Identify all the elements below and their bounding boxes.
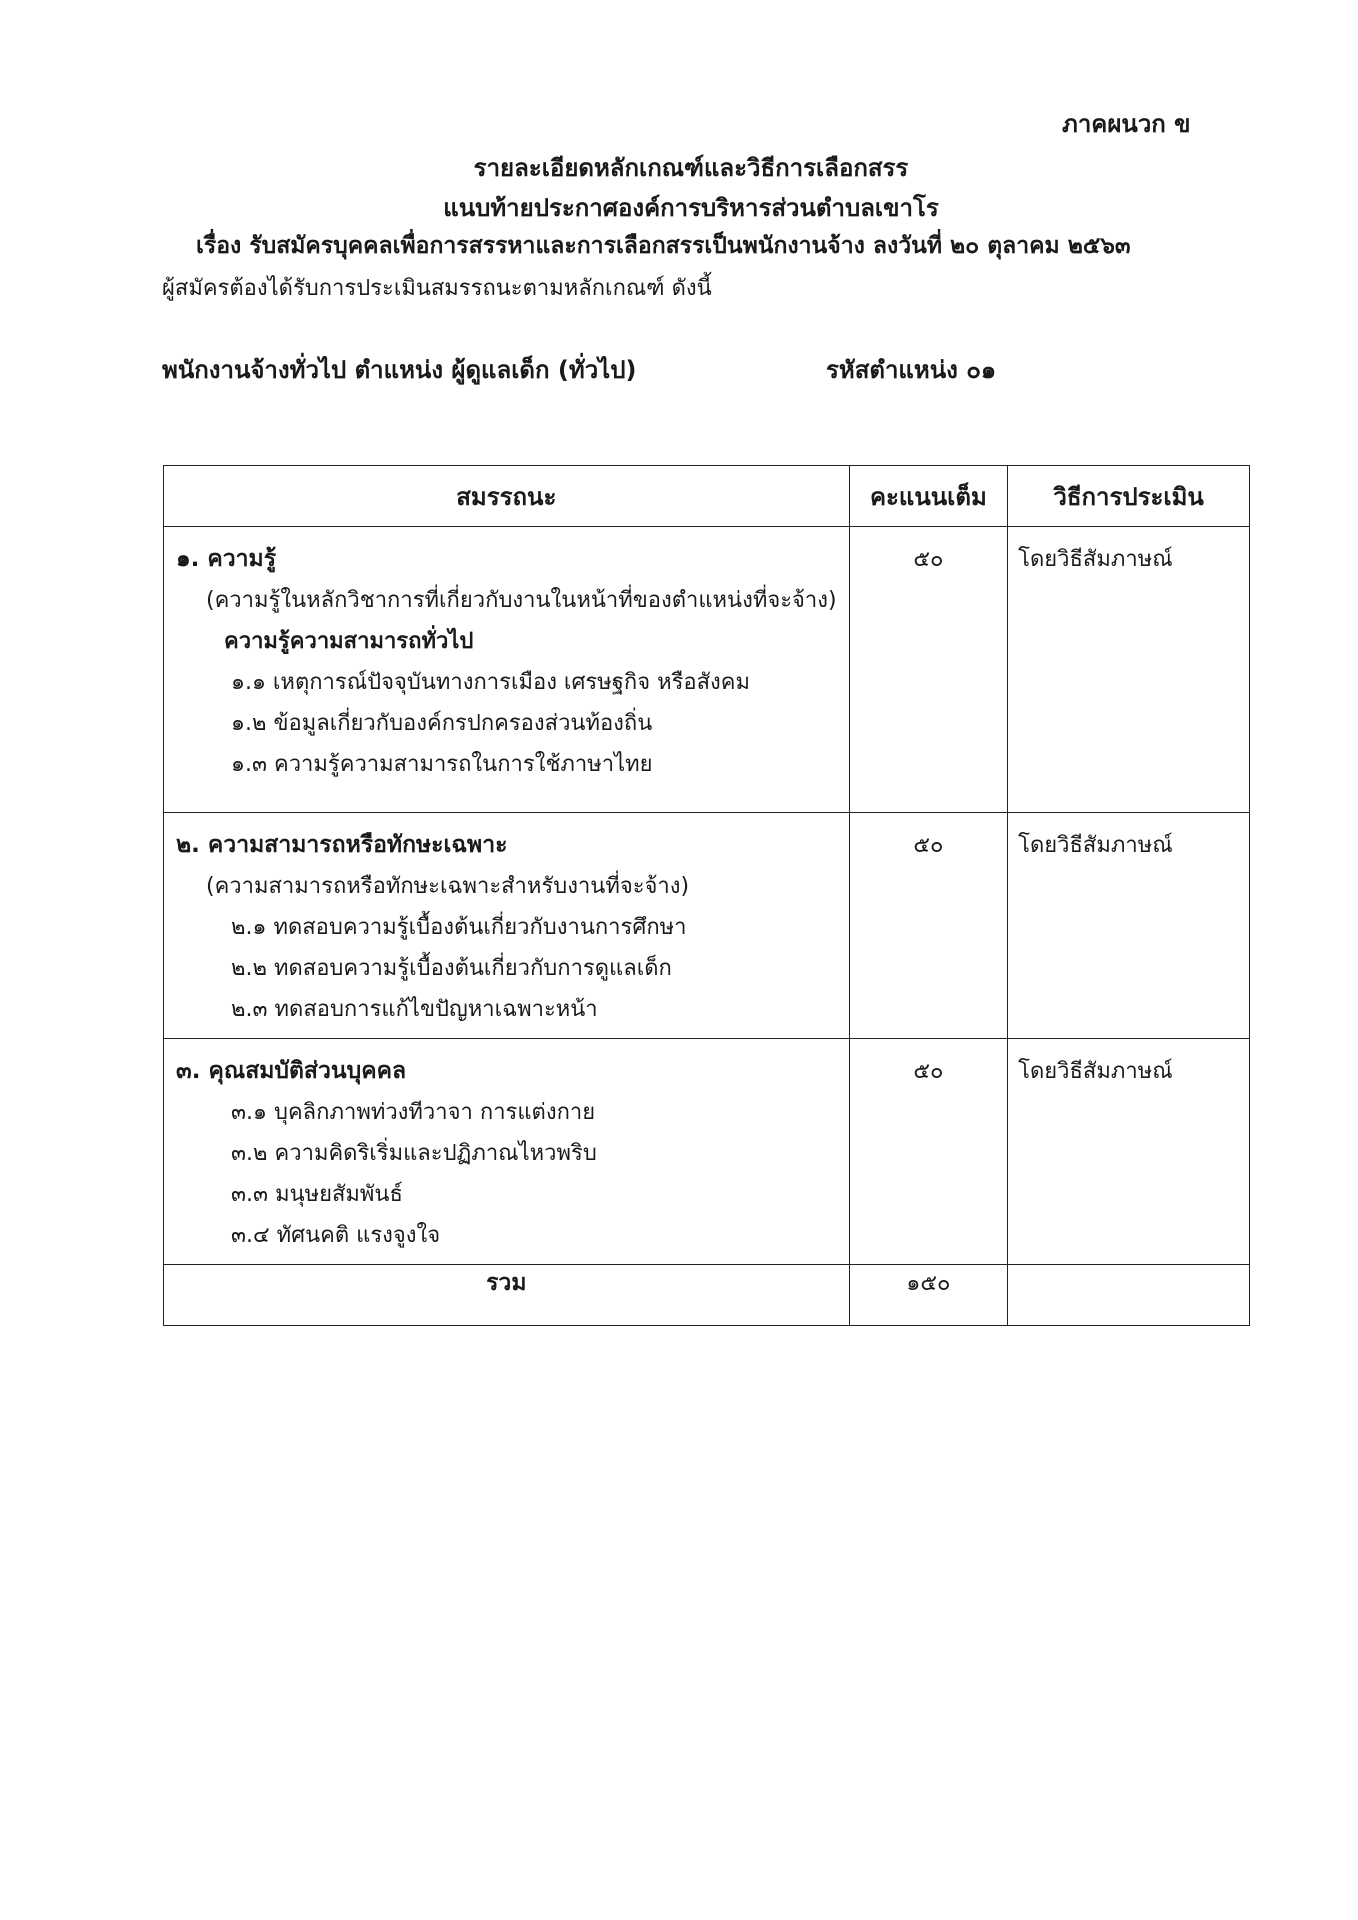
section-title: ๓. คุณสมบัติส่วนบุคคล bbox=[176, 1058, 407, 1084]
section-item: ๑.๒ ข้อมูลเกี่ยวกับองค์กรปกครองส่วนท้องถิ่น bbox=[231, 711, 653, 736]
header-competency: สมรรถนะ bbox=[164, 466, 850, 527]
section-item: ๒.๑ ทดสอบความรู้เบื้องต้นเกี่ยวกับงานการศึกษา bbox=[231, 915, 687, 940]
position-title: พนักงานจ้างทั่วไป ตำแหน่ง ผู้ดูแลเด็ก (ทั่วไป) bbox=[162, 356, 637, 384]
total-label: รวม bbox=[164, 1265, 850, 1326]
section-item: ๓.๑ บุคลิกภาพท่วงทีวาจา การแต่งกาย bbox=[231, 1100, 596, 1125]
document-subtitle: แนบท้ายประกาศองค์การบริหารส่วนตำบลเขาโร bbox=[443, 194, 939, 222]
section-item: ๑.๑ เหตุการณ์ปัจจุบันทางการเมือง เศรษฐกิจ หรือสังคม bbox=[231, 670, 750, 695]
section-item: ๓.๒ ความคิดริเริ่มและปฏิภาณไหวพริบ bbox=[231, 1141, 597, 1166]
score-value: ๕๐ bbox=[913, 833, 944, 858]
method-cell bbox=[1008, 1039, 1250, 1265]
section-title: ๑. ความรู้ bbox=[176, 546, 277, 572]
table-header-row bbox=[164, 466, 1250, 527]
competency-cell bbox=[164, 527, 850, 813]
section-subheading: ความรู้ความสามารถทั่วไป bbox=[224, 629, 474, 654]
section-description: (ความสามารถหรือทักษะเฉพาะสำหรับงานที่จะจ้าง) bbox=[206, 874, 690, 899]
section-item: ๒.๒ ทดสอบความรู้เบื้องต้นเกี่ยวกับการดูแลเด็ก bbox=[231, 956, 672, 981]
table-row bbox=[164, 1039, 1250, 1265]
header-method: วิธีการประเมิน bbox=[1008, 466, 1250, 527]
section-description: (ความรู้ในหลักวิชาการที่เกี่ยวกับงานในหน้าที่ของตำแหน่งที่จะจ้าง) bbox=[206, 588, 837, 613]
method-cell bbox=[1008, 813, 1250, 1039]
section-title: ๒. ความสามารถหรือทักษะเฉพาะ bbox=[176, 832, 508, 858]
document-title: รายละเอียดหลักเกณฑ์และวิธีการเลือกสรร bbox=[473, 154, 909, 182]
method-cell bbox=[1008, 527, 1250, 813]
competency-cell bbox=[164, 813, 850, 1039]
total-row bbox=[164, 1265, 1250, 1326]
method-value: โดยวิธีสัมภาษณ์ bbox=[1018, 1059, 1173, 1084]
section-item: ๑.๓ ความรู้ความสามารถในการใช้ภาษาไทย bbox=[231, 752, 653, 777]
annex-label: ภาคผนวก ข bbox=[1062, 110, 1191, 138]
competency-cell bbox=[164, 1039, 850, 1265]
score-value: ๕๐ bbox=[913, 1059, 944, 1084]
total-score: ๑๕๐ bbox=[849, 1265, 1008, 1326]
header-full-score: คะแนนเต็ม bbox=[849, 466, 1008, 527]
section-item: ๓.๓ มนุษยสัมพันธ์ bbox=[231, 1182, 403, 1207]
table-row bbox=[164, 813, 1250, 1039]
section-item: ๒.๓ ทดสอบการแก้ไขปัญหาเฉพาะหน้า bbox=[231, 997, 598, 1022]
method-value: โดยวิธีสัมภาษณ์ bbox=[1018, 833, 1173, 858]
section-item: ๓.๔ ทัศนคติ แรงจูงใจ bbox=[231, 1223, 441, 1248]
score-cell bbox=[849, 527, 1008, 813]
score-value: ๕๐ bbox=[913, 547, 944, 572]
criteria-table bbox=[163, 465, 1250, 1326]
position-code: รหัสตำแหน่ง ๐๑ bbox=[826, 356, 997, 384]
subject-line: เรื่อง รับสมัครบุคคลเพื่อการสรรหาและการเลือกสรรเป็นพนักงานจ้าง ลงวันที่ ๒๐ ตุลาคม ๒๕๖๓ bbox=[196, 233, 1131, 259]
method-value: โดยวิธีสัมภาษณ์ bbox=[1018, 547, 1173, 572]
intro-text: ผู้สมัครต้องได้รับการประเมินสมรรถนะตามหลักเกณฑ์ ดังนี้ bbox=[162, 276, 712, 301]
score-cell bbox=[849, 813, 1008, 1039]
total-method-empty bbox=[1008, 1265, 1250, 1326]
table-row bbox=[164, 527, 1250, 813]
score-cell bbox=[849, 1039, 1008, 1265]
